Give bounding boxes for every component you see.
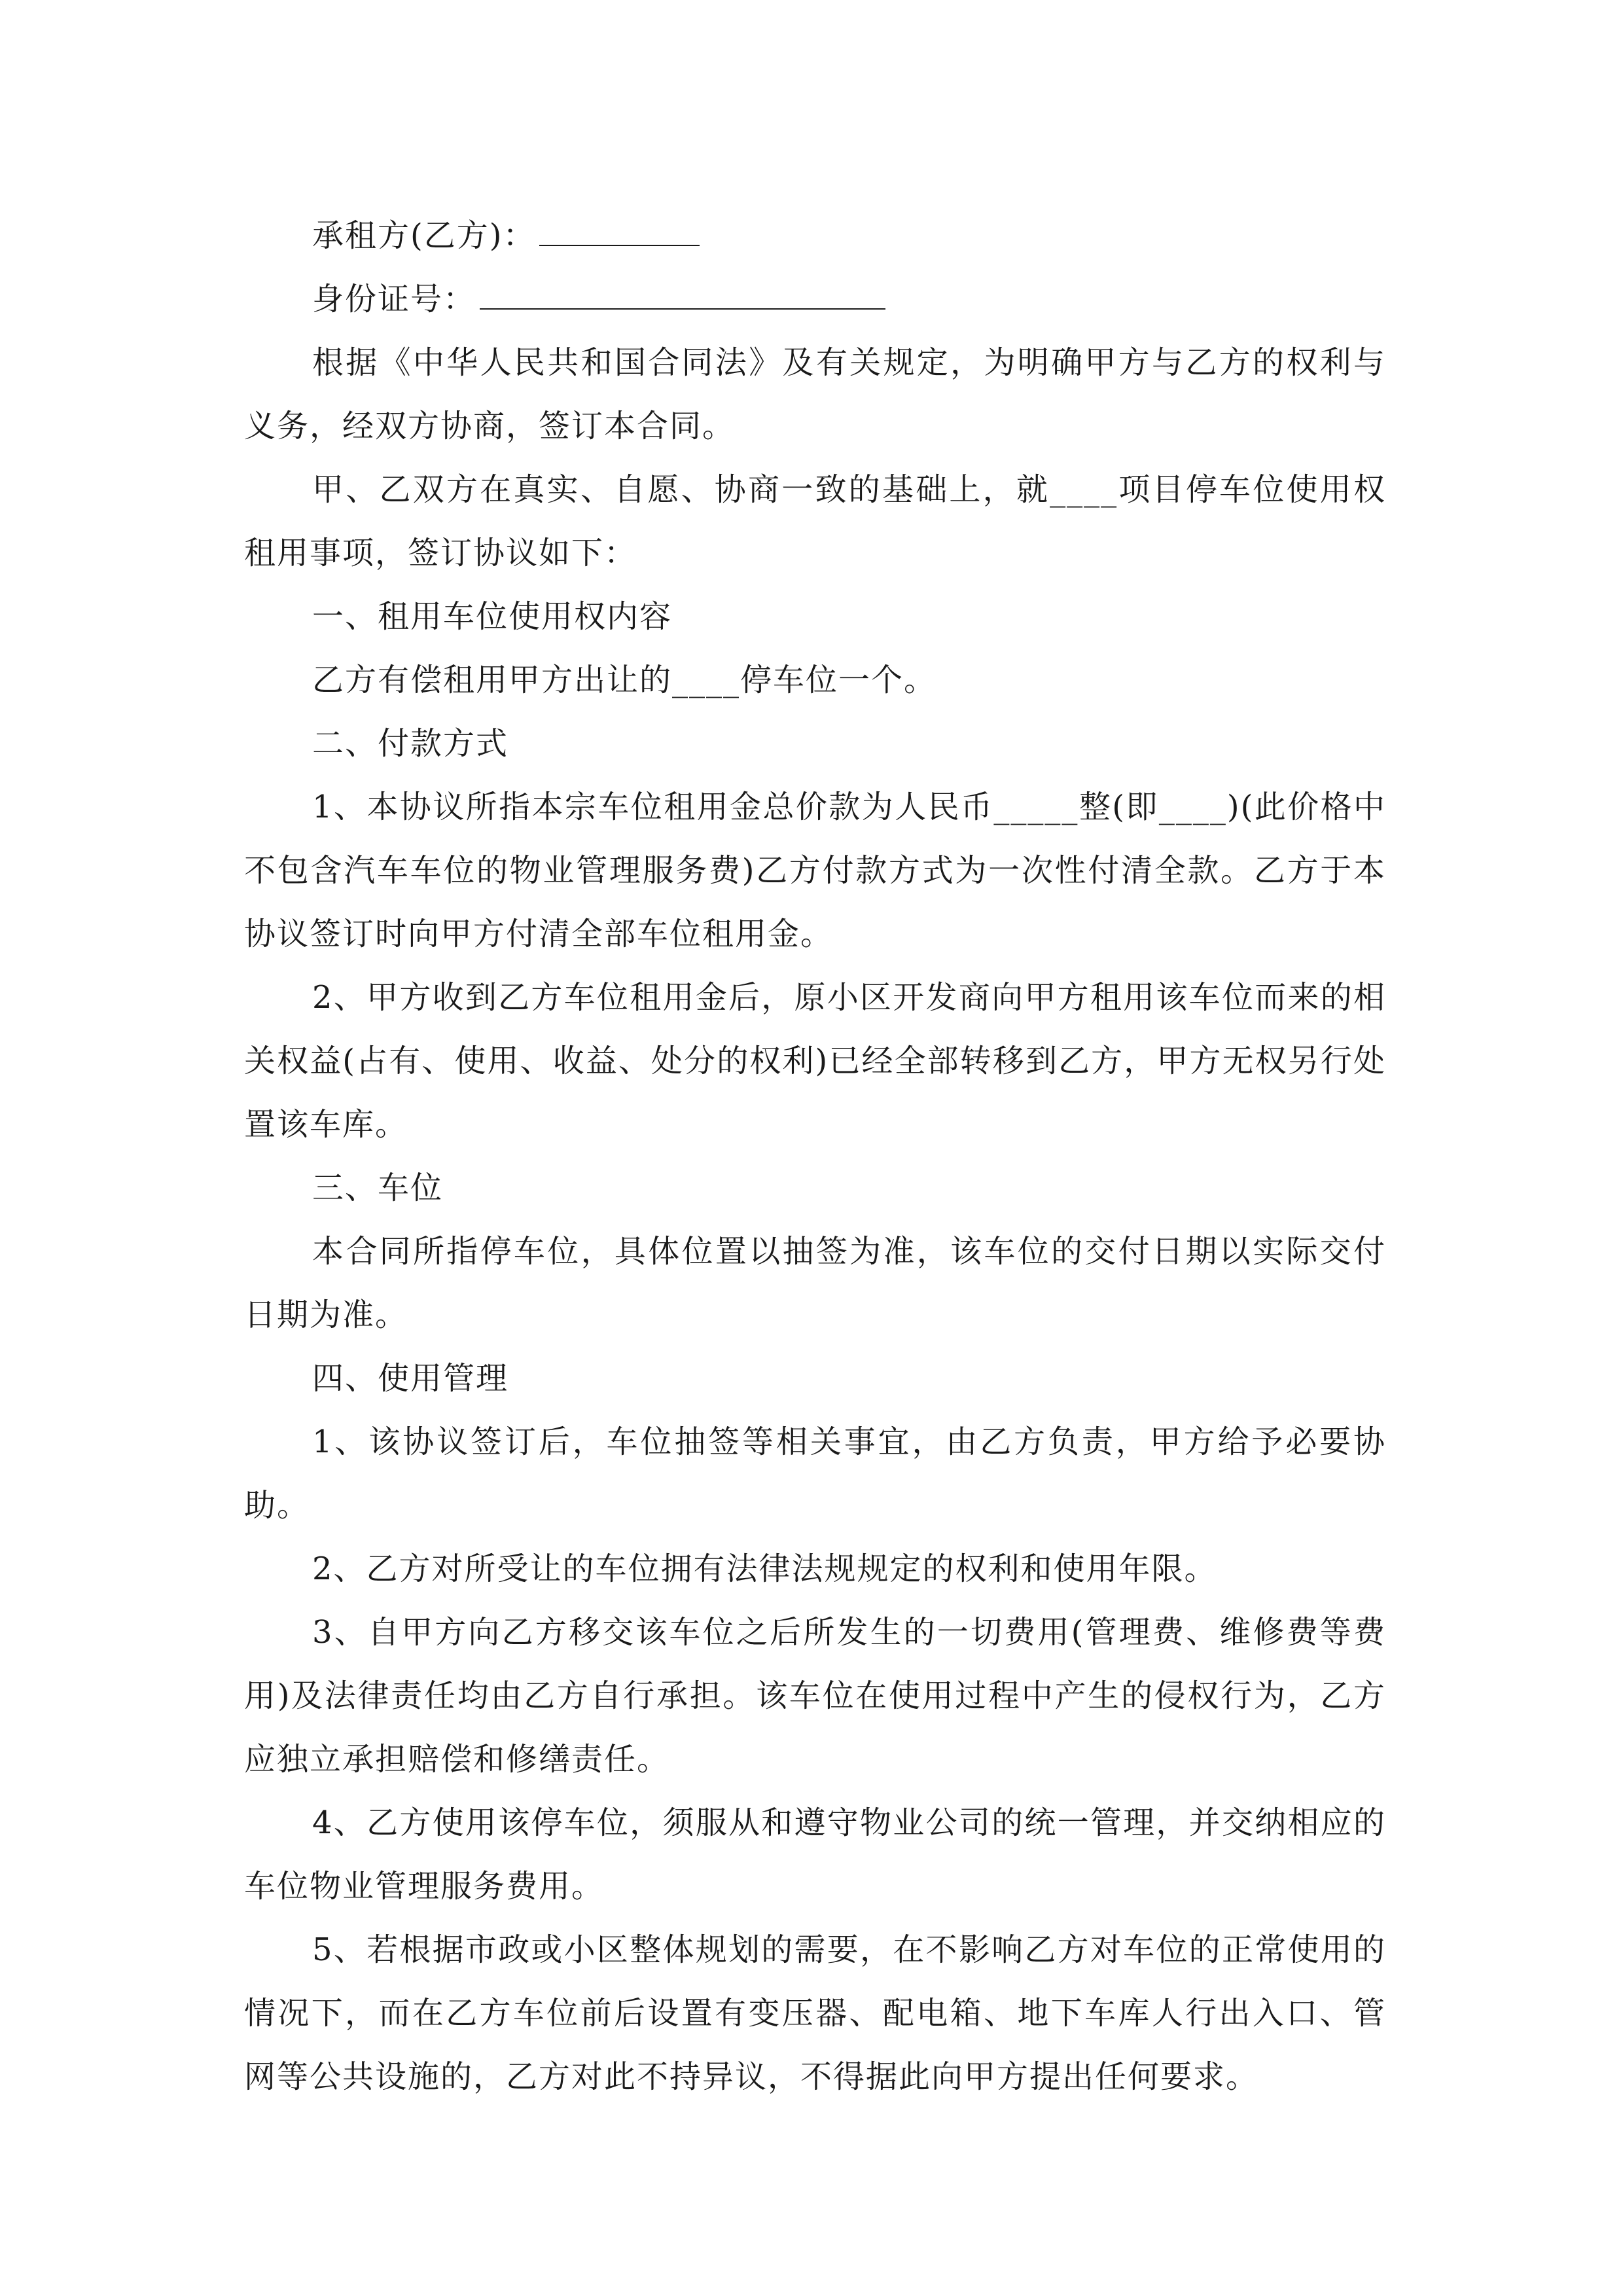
lessee-name-blank [539, 219, 700, 246]
management-clause-2: 2、乙方对所受让的车位拥有法律法规规定的权利和使用年限。 [312, 1551, 1217, 1587]
management-clause-4: 4、乙方使用该停车位，须服从和遵守物业公司的统一管理，并交纳相应的车位物业管理服务费用。 [244, 1804, 1386, 1905]
section-heading-2: 二、付款方式 [312, 725, 509, 762]
section-heading-4: 四、使用管理 [312, 1360, 509, 1397]
document-body [244, 204, 1386, 2109]
management-clause-5: 5、若根据市政或小区整体规划的需要，在不影响乙方对车位的正常使用的情况下，而在乙方车位前后设置有变压器、配电箱、地下车库人行出入口、管网等公共设施的，乙方对此不持异议，不得据此向甲方提出任何要求。 [244, 1931, 1386, 2095]
id-number-blank [480, 282, 885, 310]
agreement-intro-paragraph: 甲、乙双方在真实、自愿、协商一致的基础上，就____项目停车位使用权租用事项，签订协议如下： [244, 471, 1386, 571]
section-1-paragraph: 乙方有偿租用甲方出让的____停车位一个。 [312, 662, 937, 698]
preamble-paragraph: 根据《中华人民共和国合同法》及有关规定，为明确甲方与乙方的权利与义务，经双方协商，签订本合同。 [244, 344, 1386, 444]
lessee-line [244, 204, 1386, 268]
section-heading-1: 一、租用车位使用权内容 [312, 598, 673, 635]
payment-clause-2: 2、甲方收到乙方车位租用金后，原小区开发商向甲方租用该车位而来的相关权益(占有、使用、收益、处分的权利)已经全部转移到乙方，甲方无权另行处置该车库。 [244, 979, 1386, 1143]
id-number-line [244, 268, 1386, 331]
lessee-label: 承租方(乙方)： [312, 217, 536, 254]
id-number-label: 身份证号： [312, 281, 476, 317]
parking-space-paragraph: 本合同所指停车位，具体位置以抽签为准，该车位的交付日期以实际交付日期为准。 [244, 1233, 1386, 1333]
payment-clause-1: 1、本协议所指本宗车位租用金总价款为人民币_____整(即____)(此价格中不包含汽车车位的物业管理服务费)乙方付款方式为一次性付清全款。乙方于本协议签订时向甲方付清全部车位租用金。 [244, 789, 1386, 952]
section-heading-3: 三、车位 [312, 1170, 444, 1206]
management-clause-1: 1、该协议签订后，车位抽签等相关事宜，由乙方负责，甲方给予必要协助。 [244, 1424, 1386, 1524]
management-clause-3: 3、自甲方向乙方移交该车位之后所发生的一切费用(管理费、维修费等费用)及法律责任均由乙方自行承担。该车位在使用过程中产生的侵权行为，乙方应独立承担赔偿和修缮责任。 [244, 1614, 1386, 1778]
